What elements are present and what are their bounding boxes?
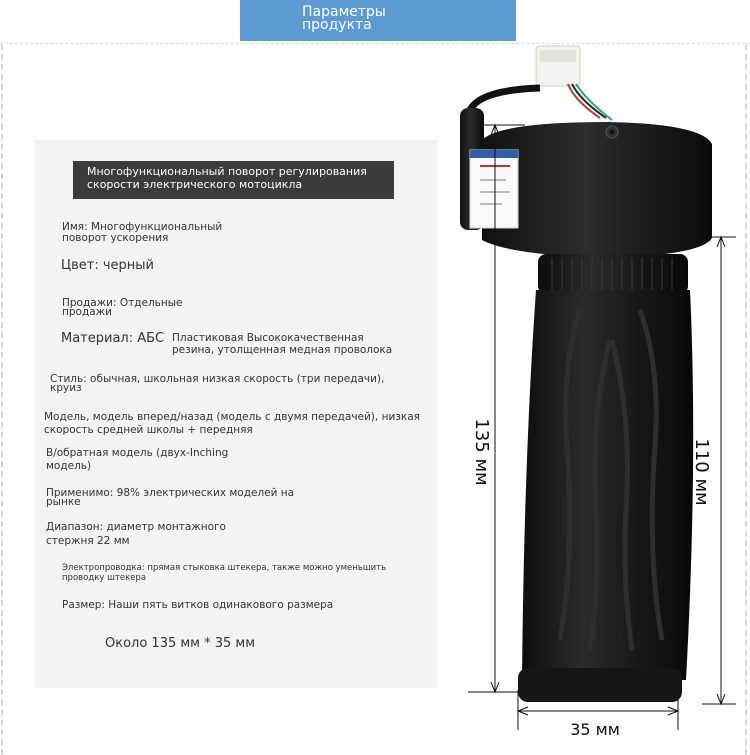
left-dashed-border [1, 44, 3, 755]
right-dashed-border [745, 44, 747, 755]
header-tab [240, 0, 516, 41]
header-line-2: продукта [302, 17, 372, 33]
spec-model-4: модель) [46, 460, 92, 472]
spec-name-2: поворот ускорения [62, 232, 169, 244]
spec-material-2: резина, утолщенная медная проволока [172, 344, 393, 356]
spec-apply-1: Применимо: 98% электрических моделей на [46, 487, 295, 499]
product-title-line-1: Многофункциональный поворот регулирования [87, 165, 367, 178]
spec-about-size: Около 135 мм * 35 мм [105, 636, 256, 651]
product-title-line-2: скорости электрического мотоцикла [87, 178, 303, 191]
spec-name-1: Имя: Многофункциональный [62, 221, 223, 233]
spec-wiring-2: проводку штекера [62, 573, 147, 583]
spec-model-1: Модель, модель вперед/назад (модель с двумя передачей), низкая [44, 411, 420, 423]
spec-model-2: скорость средней школы + передняя [44, 424, 253, 436]
spec-range-2: стержня 22 мм [46, 535, 130, 547]
spec-sales-1: Продажи: Отдельные [62, 297, 183, 309]
spec-size: Размер: Наши пять витков одинакового размера [62, 599, 334, 611]
housing-label [470, 150, 518, 228]
throttle-grip-illustration [440, 40, 745, 755]
spec-model-3: B/обратная модель (двух-Inching [46, 447, 229, 459]
housing-label-band [470, 150, 518, 158]
connector-plug-top [540, 50, 576, 62]
dimension-135-label: 135 мм [471, 418, 492, 486]
spec-wiring-1: Электропроводка: прямая стыковка штекера, также можно уменьшить [62, 563, 387, 573]
spec-color: Цвет: черный [61, 258, 154, 273]
spec-style-2: круиз [50, 382, 82, 394]
spec-apply-2: рынке [46, 496, 81, 508]
spec-material-label: Материал: АБС [61, 331, 165, 346]
spec-range-1: Диапазон: диаметр монтажного [46, 521, 226, 533]
dimension-110-label: 110 мм [691, 438, 712, 506]
dimension-35-label: 35 мм [570, 720, 620, 739]
product-title-box [73, 161, 394, 199]
grip-end-cap [518, 668, 682, 702]
spec-sales-2: продажи [62, 306, 112, 318]
spec-material-1: Пластиковая Высококачественная [172, 332, 364, 344]
housing-screw-center [610, 130, 615, 135]
spec-style-1: Стиль: обычная, школьная низкая скорость (три передачи), [50, 373, 385, 385]
header-line-1: Параметры [302, 4, 386, 20]
ribbed-collar [538, 254, 688, 294]
